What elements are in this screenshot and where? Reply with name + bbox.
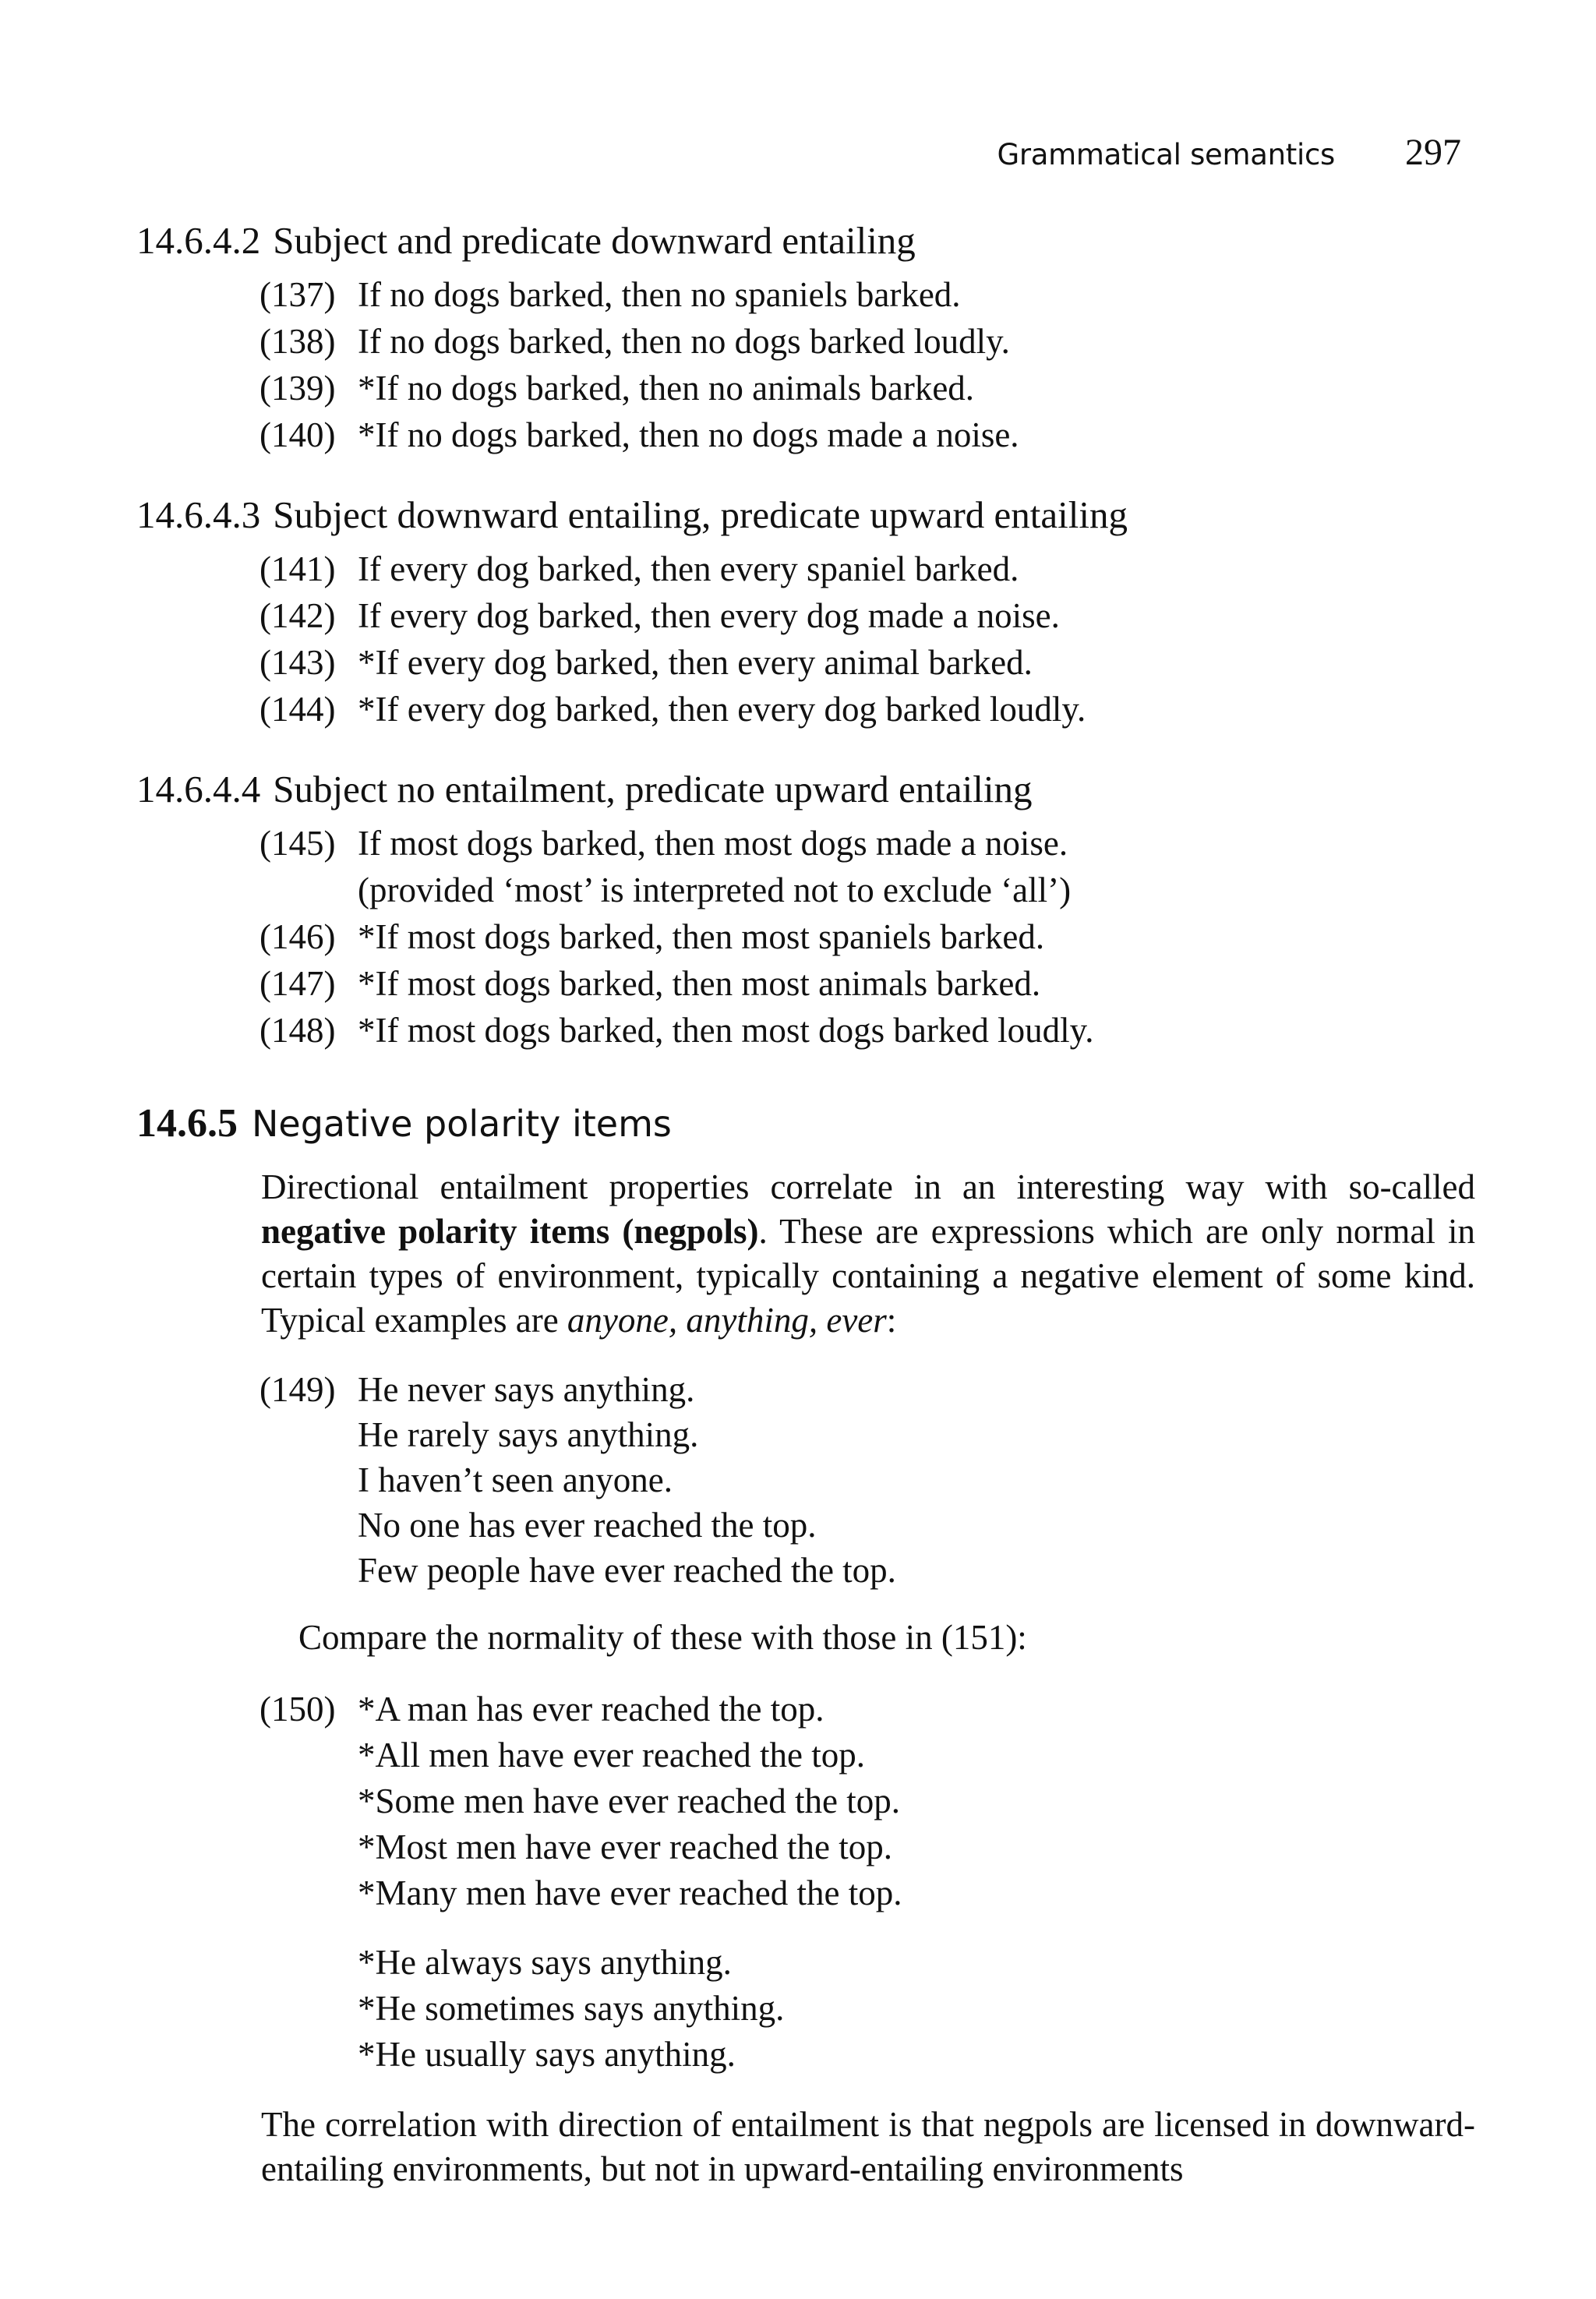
- example-label: (148): [260, 1011, 336, 1050]
- subsection-number: 14.6.4.4: [136, 768, 261, 810]
- example-150-line: [260, 1827, 892, 1867]
- example-label: (138): [260, 322, 336, 361]
- example-line: *He usually says anything.: [358, 2035, 736, 2074]
- closing-paragraph: The correlation with direction of entailment is that negpols are licensed in downward-entailing environments, but not in upward-entailing environments: [261, 2105, 1475, 2188]
- subsection-title: Subject downward entailing, predicate upward entailing: [273, 493, 1128, 536]
- example-147: [260, 963, 1040, 1004]
- example-text: If no dogs barked, then no spaniels barked.: [358, 275, 961, 314]
- example-label: (137): [260, 275, 336, 314]
- example-150-line: [260, 1735, 865, 1775]
- example-text: If every dog barked, then every dog made a noise.: [358, 596, 1060, 635]
- subsection-heading-14-6-4-4: [136, 767, 1032, 811]
- example-text: *If every dog barked, then every dog barked loudly.: [358, 690, 1086, 729]
- example-141: [260, 549, 1019, 589]
- example-line: *Some men have ever reached the top.: [358, 1782, 900, 1820]
- example-text: *If no dogs barked, then no animals barked.: [358, 369, 975, 408]
- example-line: He rarely says anything.: [358, 1415, 699, 1454]
- example-text: *If no dogs barked, then no dogs made a noise.: [358, 415, 1019, 454]
- example-label: (142): [260, 596, 336, 635]
- example-line: I haven’t seen anyone.: [358, 1460, 673, 1499]
- example-text: If every dog barked, then every spaniel barked.: [358, 549, 1019, 588]
- intro-text-2: . These are expressions which are only normal in certain types of environment, typically containing a negative element of some kind. Typical examples are: [261, 1212, 1475, 1340]
- example-149: [260, 1369, 694, 1410]
- example-142: [260, 595, 1060, 636]
- negpol-term: negative polarity items (negpols): [261, 1212, 759, 1251]
- example-label: (146): [260, 917, 336, 956]
- example-138: [260, 321, 1010, 362]
- example-label: (139): [260, 369, 336, 408]
- subsection-heading-14-6-4-3: [136, 493, 1128, 537]
- subsection-title: Subject and predicate downward entailing: [273, 219, 916, 262]
- example-line: *All men have ever reached the top.: [358, 1736, 865, 1775]
- example-line: *Most men have ever reached the top.: [358, 1828, 892, 1866]
- section-heading-14-6-5: [136, 1100, 672, 1146]
- subsection-title: Subject no entailment, predicate upward entailing: [273, 768, 1033, 810]
- example-text: *If most dogs barked, then most animals barked.: [358, 964, 1041, 1003]
- intro-paragraph: [261, 1165, 1475, 1343]
- example-line: *Many men have ever reached the top.: [358, 1873, 902, 1912]
- example-line: Few people have ever reached the top.: [358, 1551, 896, 1590]
- intro-text-1: Directional entailment properties correlate in an interesting way with so-called: [261, 1167, 1475, 1206]
- example-150-line: [260, 2034, 736, 2075]
- example-139: [260, 368, 974, 408]
- compare-sentence: Compare the normality of these with those in (151):: [298, 1618, 1027, 1657]
- subsection-heading-14-6-4-2: [136, 218, 916, 263]
- example-line: *He always says anything.: [358, 1943, 732, 1982]
- subsection-number: 14.6.4.3: [136, 493, 261, 536]
- example-text: *If every dog barked, then every animal barked.: [358, 643, 1033, 682]
- example-line: *He sometimes says anything.: [358, 1989, 785, 2028]
- example-149-line: [260, 1505, 817, 1545]
- example-label: (145): [260, 824, 336, 863]
- example-140: [260, 415, 1019, 455]
- running-title: Grammatical semantics: [997, 138, 1335, 171]
- example-label: (147): [260, 964, 336, 1003]
- example-label: (149): [260, 1370, 336, 1409]
- example-137: [260, 274, 961, 315]
- example-label: (140): [260, 415, 336, 454]
- example-145-note: [260, 870, 1071, 910]
- example-145: [260, 823, 1068, 863]
- example-text: *If most dogs barked, then most dogs barked loudly.: [358, 1011, 1094, 1050]
- example-text: If no dogs barked, then no dogs barked loudly.: [358, 322, 1010, 361]
- example-150-line: [260, 1781, 900, 1821]
- example-150-line: [260, 1873, 902, 1913]
- example-text: If most dogs barked, then most dogs made a noise.: [358, 824, 1068, 863]
- subsection-number: 14.6.4.2: [136, 219, 261, 262]
- example-label: (144): [260, 690, 336, 729]
- example-148: [260, 1010, 1093, 1051]
- example-150-line: [260, 1988, 784, 2029]
- example-label: (141): [260, 549, 336, 588]
- example-144: [260, 689, 1086, 729]
- example-line: *A man has ever reached the top.: [358, 1690, 824, 1729]
- section-title: Negative polarity items: [252, 1103, 672, 1145]
- example-label: (143): [260, 643, 336, 682]
- intro-text-3: :: [886, 1301, 897, 1340]
- example-label: (150): [260, 1690, 336, 1729]
- example-149-line: [260, 1550, 896, 1591]
- negpol-examples: anyone, anything, ever: [567, 1301, 887, 1340]
- example-150: [260, 1689, 824, 1729]
- page-number: 297: [1405, 132, 1461, 173]
- example-143: [260, 642, 1033, 683]
- example-text: (provided ‘most’ is interpreted not to exclude ‘all’): [358, 871, 1072, 909]
- example-line: No one has ever reached the top.: [358, 1506, 817, 1545]
- example-line: He never says anything.: [358, 1370, 695, 1409]
- section-number: 14.6.5: [136, 1101, 238, 1146]
- example-text: *If most dogs barked, then most spaniels barked.: [358, 917, 1045, 956]
- example-150-line: [260, 1942, 732, 1983]
- example-149-line: [260, 1460, 673, 1500]
- page-header: [998, 131, 1461, 174]
- example-146: [260, 916, 1044, 957]
- example-149-line: [260, 1414, 698, 1455]
